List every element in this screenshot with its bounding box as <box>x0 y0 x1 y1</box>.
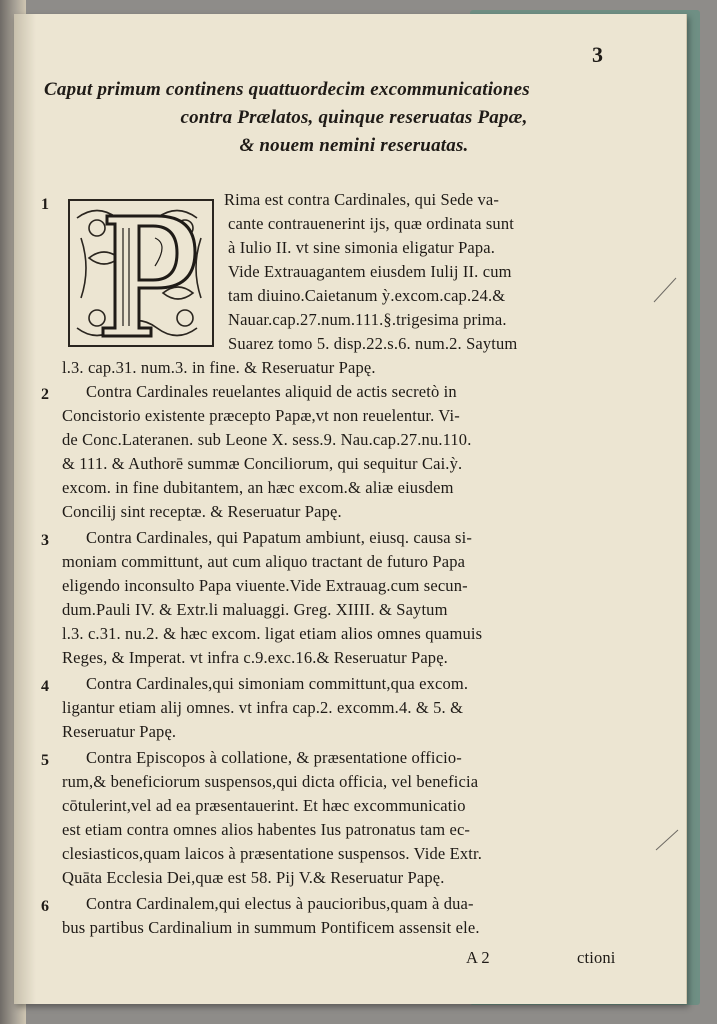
heading-line-2: contra Prælatos, quinque reseruatas Papæ, <box>180 107 528 128</box>
chapter-heading <box>44 76 664 160</box>
pencil-mark <box>654 824 680 854</box>
entry-5-line-2: rum,& beneficiorum suspensos,qui dicta officia, vel beneficia <box>62 772 479 791</box>
entry-4-line-3: Reseruatur Papę. <box>62 722 177 741</box>
entry-1-line-5: tam diuino.Caietanum ỳ.excom.cap.24.& <box>228 286 506 305</box>
entry-2-line-4: & 111. & Authorē summæ Conciliorum, qui sequitur Cai.ỳ. <box>62 454 463 473</box>
entry-number: 6 <box>41 898 49 915</box>
book-page <box>14 14 687 1004</box>
entry-4-line-1: Contra Cardinales,qui simoniam committunt,qua excom. <box>86 674 469 693</box>
entry-5-line-3: cōtulerint,vel ad ea præsentauerint. Et hæc excommunicatio <box>62 796 466 815</box>
entry-4-line-2: ligantur etiam alij omnes. vt infra cap.2. excomm.4. & 5. & <box>62 698 464 717</box>
entry-1-line-2: cante contrauenerint ijs, quæ ordinata sunt <box>228 214 514 233</box>
entry-2-line-6: Concilij sint receptæ. & Reseruatur Papę. <box>62 502 342 521</box>
heading-line-1: Caput primum continens quattuordecim excommunicationes <box>44 79 530 100</box>
entry-number: 4 <box>41 678 49 695</box>
entry-number: 2 <box>41 386 49 403</box>
entry-1-line-1: Rima est contra Cardinales, qui Sede va- <box>224 190 499 209</box>
pencil-mark <box>652 274 678 304</box>
signature-mark: A 2 <box>466 948 490 967</box>
entry-2-line-2: Concistorio existente præcepto Papæ,vt non reuelentur. Vi- <box>62 406 460 425</box>
page-number: 3 <box>592 42 603 67</box>
entry-3-line-2: moniam committunt, aut cum aliquo tractant de futuro Papa <box>62 552 466 571</box>
entry-5-line-5: clesiasticos,quam laicos à præsentatione suspensos. Vide Extr. <box>62 844 482 863</box>
entry-3-line-4: dum.Pauli IV. & Extr.li maluaggi. Greg. XIIII. & Saytum <box>62 600 448 619</box>
entry-5-line-6: Quāta Ecclesia Dei,quæ est 58. Pij V.& Reseruatur Papę. <box>62 868 445 887</box>
entry-5-line-4: est etiam contra omnes alios habentes Ius patronatus tam ec- <box>62 820 471 839</box>
entry-1-line-3: à Iulio II. vt sine simonia eligatur Papa. <box>228 238 496 257</box>
entry-2-line-3: de Conc.Lateranen. sub Leone X. sess.9. Nau.cap.27.nu.110. <box>62 430 472 449</box>
decorated-initial-p <box>67 198 215 348</box>
entry-number: 5 <box>41 752 49 769</box>
entry-6-line-1: Contra Cardinalem,qui electus à paucioribus,quam à dua- <box>86 894 474 913</box>
entry-1-line-4: Vide Extrauagantem eiusdem Iulij II. cum <box>228 262 512 281</box>
entry-3-line-5: l.3. c.31. nu.2. & hæc excom. ligat etiam alios omnes quamuis <box>62 624 483 643</box>
entry-3-line-3: eligendo inconsulto Papa viuente.Vide Extrauag.cum secun- <box>62 576 468 595</box>
catchword: ctioni <box>577 948 616 967</box>
entry-number: 3 <box>41 532 49 549</box>
entry-1-line-8: l.3. cap.31. num.3. in fine. & Reseruatur Papę. <box>62 358 376 377</box>
heading-line-3: & nouem nemini reseruatas. <box>239 135 469 156</box>
entry-2-line-5: excom. in fine dubitantem, an hæc excom.& aliæ eiusdem <box>62 478 454 497</box>
entry-3-line-1: Contra Cardinales, qui Papatum ambiunt, eiusq. causa si- <box>86 528 472 547</box>
entry-3-line-6: Reges, & Imperat. vt infra c.9.exc.16.& Reseruatur Papę. <box>62 648 448 667</box>
entry-number: 1 <box>41 196 49 213</box>
entry-1-line-7: Suarez tomo 5. disp.22.s.6. num.2. Saytum <box>228 334 518 353</box>
entry-6-line-2: bus partibus Cardinalium in summum Pontificem assensit ele. <box>62 918 480 937</box>
entry-1-line-6: Nauar.cap.27.num.111.§.trigesima prima. <box>228 310 507 329</box>
entry-2-line-1: Contra Cardinales reuelantes aliquid de actis secretò in <box>86 382 457 401</box>
entry-5-line-1: Contra Episcopos à collatione, & præsentatione officio- <box>86 748 462 767</box>
